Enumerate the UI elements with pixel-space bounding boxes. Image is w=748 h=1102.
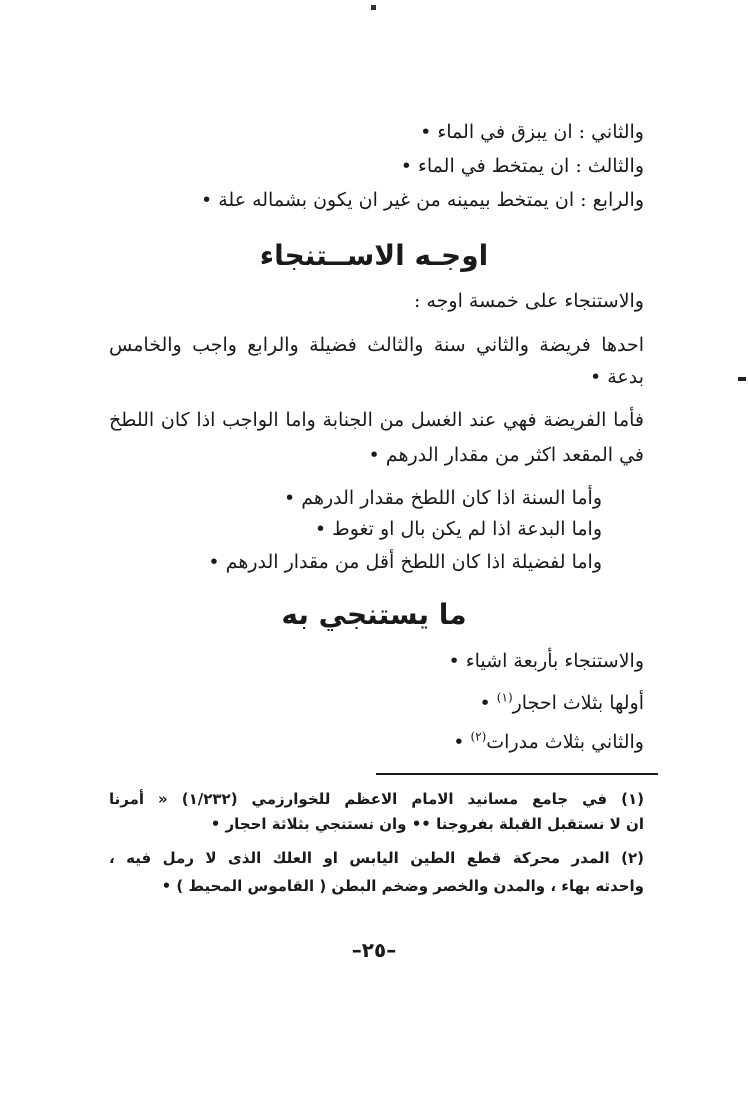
page-number: –٢٥– <box>351 938 397 962</box>
scan-speck <box>371 5 376 10</box>
footnote-divider <box>376 773 658 775</box>
footnote-ref-2: (٢) <box>470 729 487 744</box>
section-heading-ma-yustanja-bih: ما يستنجي به <box>281 598 467 631</box>
footnote-2-line1: (٢) المدر محركة قطع الطين اليابس او العلك الذى لا رمل فيه ، <box>109 849 644 867</box>
para2-line1: فأما الفريضة فهي عند الغسل من الجنابة واما الواجب اذا كان اللطخ <box>109 409 644 431</box>
item2-line <box>109 727 644 757</box>
para2-line2: في المقعد اكثر من مقدار الدرهم • <box>368 444 644 466</box>
item1-end: • <box>479 692 497 714</box>
sunna-line: وأما السنة اذا كان اللطخ مقدار الدرهم • <box>284 487 602 509</box>
para1-line1: احدها فريضة والثاني سنة والثالث فضيلة والرابع واجب والخامس <box>109 334 644 356</box>
item2-text: والثاني بثلاث مدرات <box>486 731 644 753</box>
footnote-1-line1: (١) في جامع مسانيد الامام الاعظم للخوارزمي (١/٢٣٢) « أمرنا <box>109 790 644 808</box>
fadila-line: واما لفضيلة اذا كان اللطخ أقل من مقدار الدرهم • <box>208 551 602 573</box>
item2-end: • <box>453 731 471 753</box>
item1-line <box>109 688 644 718</box>
para1-line2: بدعة • <box>589 366 644 388</box>
section1-intro: والاستنجاء على خمسة اوجه : <box>414 290 644 312</box>
item1-text: أولها بثلاث احجار <box>512 692 644 714</box>
scan-margin-mark <box>738 377 746 381</box>
section-heading-istinja: اوجـه الاســتنجاء <box>259 239 489 272</box>
bida-line: واما البدعة اذا لم يكن بال او تغوط • <box>314 518 602 540</box>
footnote-2-line2: واحدته بهاء ، والمدن والخصر وضخم البطن ( القاموس المحيط ) • <box>161 877 644 895</box>
footnote-ref-1: (١) <box>496 690 513 705</box>
section2-intro: والاستنجاء بأربعة اشياء • <box>448 650 644 672</box>
intro-line-3: والرابع : ان يمتخط بيمينه من غير ان يكون بشماله علة • <box>200 189 644 211</box>
intro-line-2: والثالث : ان يمتخط في الماء • <box>400 155 644 177</box>
footnote-1-line2: ان لا نستقبل القبلة بفروجنا •• وان نستنجي بثلاثة احجار • <box>210 815 644 833</box>
intro-line-1: والثاني : ان يبزق في الماء • <box>420 121 644 143</box>
